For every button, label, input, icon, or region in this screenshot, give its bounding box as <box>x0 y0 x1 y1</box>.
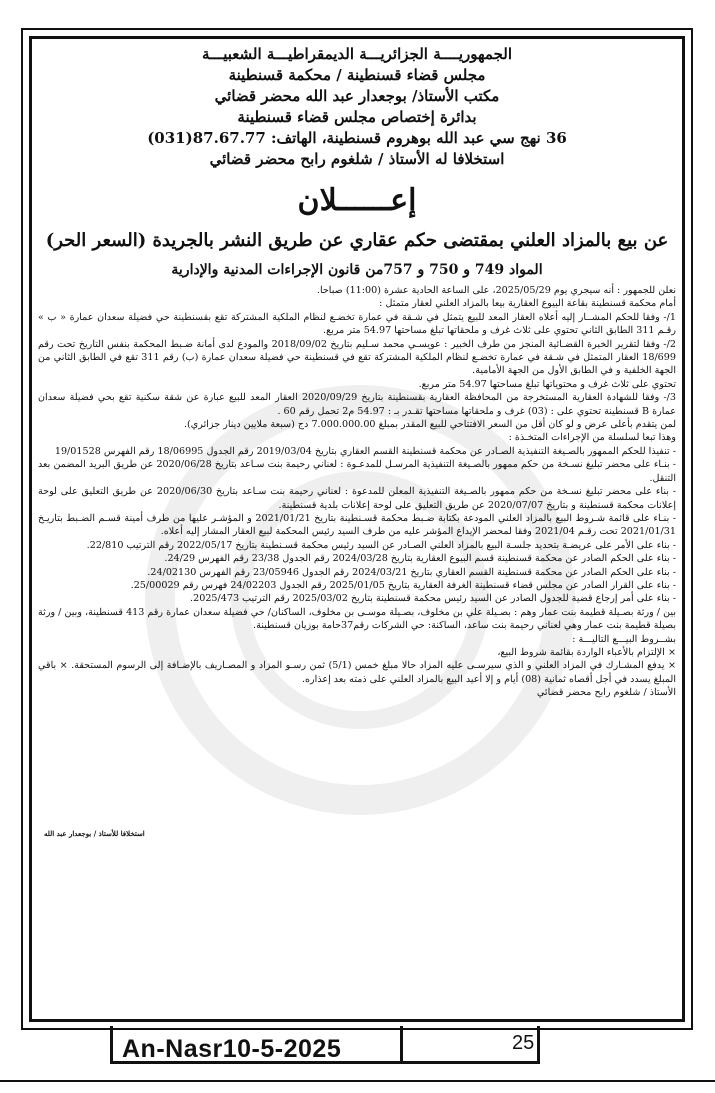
announcement-subtitle: عن بيع بالمزاد العلني بمقتضى حكم عقاري عن طريق النشر بالجريدة (السعر الحر) <box>45 230 669 251</box>
bottom-rule <box>0 1080 715 1082</box>
body-paragraph: تحتوي على ثلاث غرف و محتوياتها تبلغ مساحتها 54.97 متر مربع. <box>418 378 676 390</box>
footer-divider <box>400 1026 403 1064</box>
header-line-substitute: استخلافا له الأستاذ / شلغوم رابح محضر قضائي <box>209 150 505 168</box>
body-paragraph: وهذا تبعا لسلسلة من الإجراءات المتخـذة : <box>508 432 676 444</box>
body-paragraph: - بناء على الأمر على عريضـة بتحديد جلسـة البيع بالمزاد العلني الصـادر عن السيد رئيس محكمة قسـنطينة بتاريخ 2022/05/17 رقم الترتيب 22/810. <box>86 539 676 551</box>
announcement-content <box>38 44 676 700</box>
body-paragraph: 2/- وفقا لتقرير الخبرة القضـائية المنجز من طرف الخبير : عويسـي محمد سـليم بتاريخ 2018/09/02 والمودع لدى أمانة ضـبط المحكمة بنفس التاريخ تحت رقم 18/699 العقار المتمثل في شـقة في عمارة تخضـع لنظام الملكية المشتركة تقع في قسنطينة حي فضيلة سعدان عمارة (ب) رقم 311 تقع في الطابق الثاني من الجهة الخلفية و في الطابق الأول من الجهة الأمامية. <box>38 338 677 377</box>
header-line-court: مجلس قضاء قسنطينة / محكمة قسنطينة <box>228 66 486 84</box>
announcement-title: إعــــــلان <box>297 183 417 218</box>
letterhead <box>38 44 676 170</box>
body-paragraph: نعلن للجمهور : أنه سيجري يوم 2025/05/29، على الساعة الحادية عشرة (11:00) صباحا. <box>316 285 676 296</box>
body-paragraph: بشــروط البيـــع التاليـــة : <box>572 633 676 645</box>
body-paragraph: - بناء على أمر إرجاع قضية للجدول الصادر عن السيد رئيس محكمة قسنطينة بتاريخ 2025/03/02 رقم الترتيب 2025/473. <box>190 593 676 605</box>
body-paragraph: - بنـاء على قائمة شـروط البيع بالمزاد العلني المودعة بكتابة ضـبط محكمة قسـنطينة بتاريخ 2021/01/21 و المؤشـر عليها من طرف أمينة قسـم الضـبط بتاريـخ 2021/01/31 تحت رقـم 2021/04 وفقا لمحضر الإيداع المؤشر عليه من طرف السيد رئيس المحكمة لبيع العقار المشار إليه أعلاه. <box>38 512 676 538</box>
page-number: 25 <box>512 1032 535 1054</box>
header-line-office: مكتب الأستاذ/ بوجعدار عبد الله محضر قضائي <box>214 87 500 105</box>
body-paragraph: × الإلتزام بالأعباء الواردة بقائمة شروط البيع، <box>497 646 676 658</box>
body-paragraph: - بناء على القرار الصادر عن مجلس قضاء قسنطينة الغرفة العقارية بتاريخ 2025/01/05 رقم الجدول 24/02203 فهرس رقم 25/00029. <box>130 579 676 591</box>
body-paragraph: × يدفع المشـارك في المزاد العلني و الذي سيرسـى عليه المزاد حالا مبلغ خمس (5/1) ثمن رسـو المزاد و المصـاريف بالإضـافة إلى الرسوم المستحقة. × باقي المبلغ يسدد في أجل أقصاه ثمانية (08) أيام و إلا أعيد البيع بالمزاد العلني على ذمته بعد إعذاره. <box>38 660 676 685</box>
body-paragraph: بين / ورثة بصـيلة قطيمة بنت عمار وهم : بصـيلة علي بن مخلوف، بصـيلة موسـى بن مخلوف، الساكنان/ حي فضيلة سعدان عمارة رقم 413 قسنطينة، وبين / ورثة بصيلة قطيمة بنت عمار وهي لعناني رحيمة بنت ساعد، الساكنة: حي الشركات رقم37حامة بوزيان قسنطينة. <box>38 606 676 632</box>
body-paragraph: - تنفيذا للحكم الممهور بالصـيغة التنفيذية الصـادر عن محكمة قسنطينة القسم العقاري بتاريخ 2019/03/04 رقم الجدول 18/06995 رقم الفهرس 19/01528 <box>54 445 676 457</box>
body-paragraph: - بناء على الحكم الصادر عن محكمة قسنطينة قسم البيوع العقارية بتاريخ 2024/03/28 رقم الجدول 23/38 رقم الفهرس 24/29. <box>164 553 676 565</box>
header-line-address: 36 نهج سي عبد الله بوهروم قسنطينة، الهاتف: 87.67.77(031) <box>147 129 567 147</box>
header-line-republic: الجمهوريــــة الجزائريـــة الديمقراطيـــة الشعبيـــة <box>202 45 512 63</box>
body-paragraph: لمن يتقدم بأعلى عرض و لو كان أقل من السعر الافتتاحي للبيع المقدر بمبلغ 7.000.000.00 دج (سبعة ملايين دينار جزائري). <box>184 419 676 431</box>
body-paragraph: - بناء على الحكم الصادر عن محكمة قسنطينة القسم العقاري بتاريخ 2024/03/21 رقم الجدول 23/05946 رقم الفهرس 24/02130. <box>147 566 676 578</box>
announcement-body <box>38 284 676 700</box>
body-paragraph: الأستاذ / شلغوم رابح محضر قضائي <box>536 687 676 699</box>
small-signature: استخلافا للأستاذ / بوجعدار عبد الله <box>44 829 145 838</box>
body-paragraph: 1/- وفقا للحكم المشــار إليه أعلاه العقار المعد للبيع يتمثل في شـقة في عمارة تخضـع لنظام الملكية المشتركة تقع بقسنطينة حي فضيلة سعدان عمارة « ب » رقـم 311 الطابق الثاني تحتوي على ثلاث غرف و ملحقاتها تبلغ مساحتها 54.97 متر مربع. <box>38 311 676 337</box>
legal-articles: المواد 749 و 750 و 757من قانون الإجراءات المدنية والإدارية <box>171 262 543 278</box>
newspaper-date: An-Nasr10-5-2025 <box>122 1035 342 1063</box>
body-paragraph: - بناء على محضر تبليغ نسـخة من حكم ممهور بالصـيغة التنفيذية المعلن للمدعوة : لعناني رحيمة بنت سـاعد بتاريخ 2020/06/30 عن طريق التعليق على لوحة إعلانات محكمة قسنطينة و بتاريخ 2020/07/07 عن طريق التعليق على لوحة إعلانات بلدية قسنطينة. <box>38 486 676 511</box>
body-paragraph: - بنـاء على محضر تبليغ نسـخة من حكم ممهور بالصـيغة التنفيذية المرسـل للمدعـوة : لعناني رحيمة بنت سـاعد بتاريخ 2020/06/28 عن طريق البريد المضمن بعد التنقل. <box>38 459 677 484</box>
header-line-jurisdiction: بدائرة إختصاص مجلس قضاء قسنطينة <box>237 108 477 126</box>
body-paragraph: أمام محكمة قسنطينة بقاعة البيوع العقارية بيعا بالمزاد العلني لعقار متمثل : <box>379 298 676 310</box>
body-paragraph: 3/- وفقا للشهادة العقارية المستخرجة من المحافظة العقارية بقسنطينة بتاريخ 2020/09/29 العقار المعد للبيع عبارة عن شقة سكنية تقع بحي فضيلة سعدان عمارة B قسنطينة تحتوي على : (03) غرف و ملحقاتها مساحتها تقـدر بـ : 54.97 م2 تحمل رقم 60 . <box>38 392 676 417</box>
